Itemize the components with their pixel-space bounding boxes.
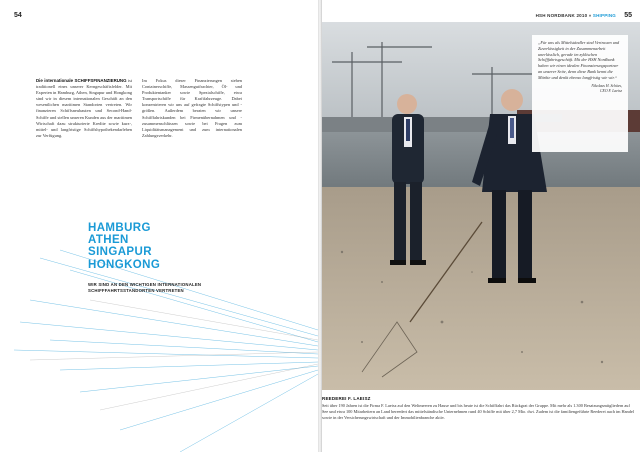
quote-author: Nikolaus H. Schües, — [591, 83, 622, 88]
headline-locations — [88, 222, 160, 271]
body-column-1-text: ist traditionell eines unserer Kerngeschäftsfelder. Mit Experten in Hamburg, Athen, Singapur und Hongkong sind wir in diesem internationalen Geschäft an den wesentlichen maritimen Standorten vertreten. Wir finanzieren Schiffsneubauten und Second-Hand-Schiffe und stellen unseren Kunden aus der maritimen Wirtschaft dazu strukturierte Kredite sowie kurz-, mittel- und langfristige Schiffshypothekendarlehen zur Verfügung. — [36, 78, 133, 138]
body-column-2: Im Fokus dieser Finanzierungen stehen Containerschiffe, Massengutfrachter, Öl- und Produktentanker sowie Spezialschiffe, etwa Transportschiffe für Kraftfahrzeuge. Dabei konzentrieren wir uns auf gefragte Schiffstypen und -größen. Außerdem beraten wir unsere Schifffahrtskunden bei Firmenübernahmen und -zusammenschlüssen sowie bei Fragen zum Liquiditätsmanagement und zum internationalen Zahlungsverkehr. — [142, 78, 242, 138]
headline-subline: WIR SIND AN DEN WICHTIGEN INTERNATIONALEN SCHIFFFAHRTSSTANDORTEN VERTRETEN — [88, 282, 202, 293]
quote-box — [532, 35, 628, 152]
headline-line: HONGKONG — [88, 258, 161, 271]
right-page — [322, 0, 640, 452]
running-head — [536, 13, 616, 18]
caption-title: REEDEREI F. LAEISZ — [322, 396, 371, 401]
headline-line: SINGAPUR — [88, 246, 152, 259]
headline-line: ATHEN — [88, 234, 129, 247]
body-column-1 — [36, 78, 132, 139]
page-number-left: 54 — [14, 12, 22, 19]
running-head-brand: HSH NORDBANK 2010 » — [535, 13, 592, 18]
quote-text: „Für uns als Mittelständler sind Vertrauen und Zuverlässigkeit in der Zusammenarbeit unerlässlich, gerade im zyklischen Schifffahrtsgeschäft. Mit der HSH Nordbank haben wir einen idealen Finanzierungspartner an unserer Seite, denn diese Bank kennt die Märkte und denkt ebenso langfristig wie wir.“ — [538, 40, 620, 80]
quote-attribution — [538, 84, 622, 94]
left-page — [0, 0, 318, 452]
quote-role: CEO F. Laeisz — [600, 88, 622, 93]
running-head-section: SHIPPING — [592, 13, 616, 18]
page-number-right: 55 — [624, 12, 632, 19]
body-column-1-lead: Die internationale SCHIFFSFINANZIERUNG — [36, 78, 127, 83]
caption-text: Seit über 190 Jahren ist die Firma F. Laeisz auf den Weltmeeren zu Hause und bis heute ist die Schifffahrt das Rückgrat der Gruppe. Mit mehr als 1.300 Besatzungsmitgliedern auf See und etwa 100 Mitarbeitern an Land bereedert das mittelständische Unternehmen rund 40 Schiffe mit über 2,7 Mio. dwt. Zudem ist die familiengeführte Reederei auch im Handel sowie in der Versicherungswirtschaft und der Immobilienbranche aktiv. — [322, 403, 634, 420]
headline-line: HAMBURG — [88, 222, 151, 234]
